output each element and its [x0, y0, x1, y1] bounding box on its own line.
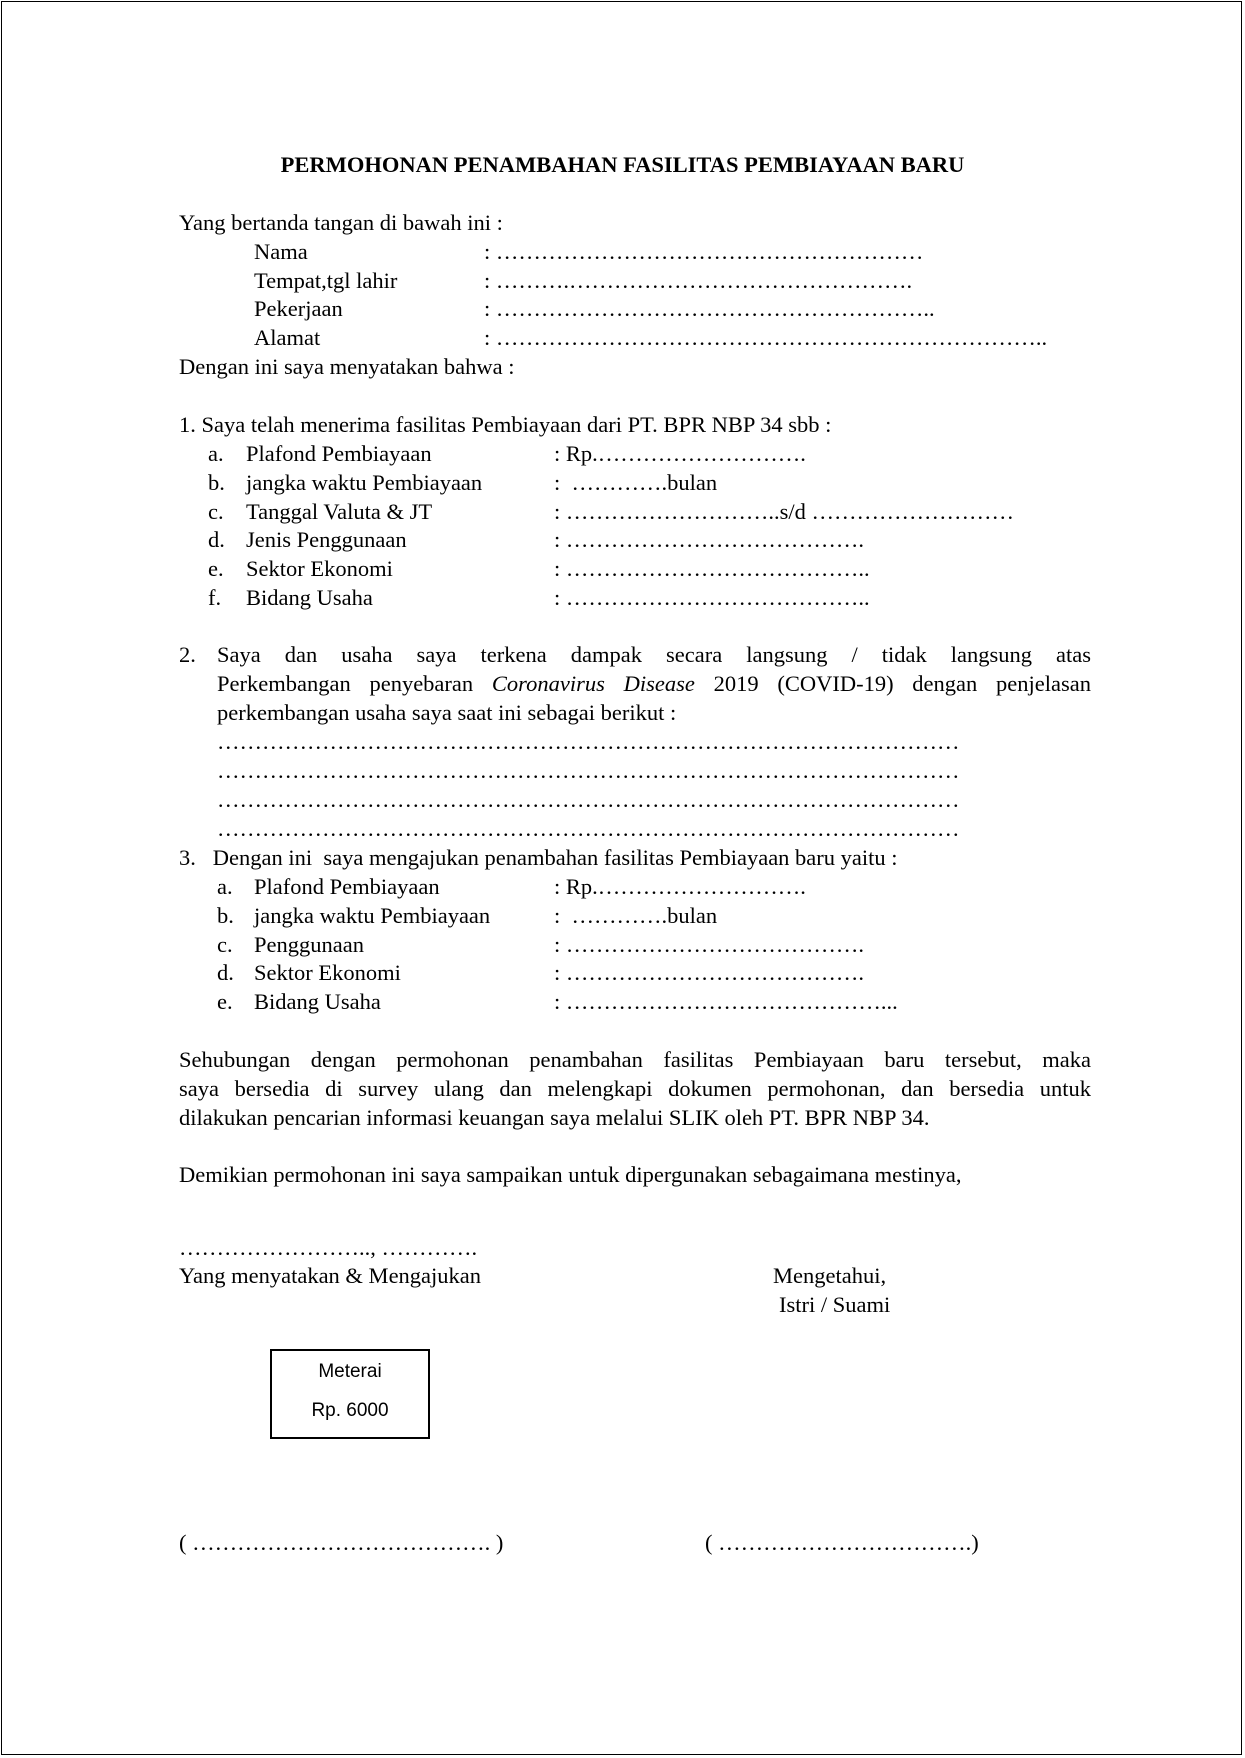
- identity-label-pekerjaan: Pekerjaan: [254, 296, 343, 321]
- identity-label-ttl: Tempat,tgl lahir: [254, 268, 398, 293]
- section1-value-e: : …………………………………..: [554, 556, 870, 581]
- signer-label: Yang menyatakan & Mengajukan: [179, 1263, 482, 1288]
- section3-label-a: Plafond Pembiayaan: [254, 874, 440, 899]
- section3-label-c: Penggunaan: [254, 932, 364, 957]
- section1-label-b: jangka waktu Pembiayaan: [246, 470, 483, 495]
- section3-heading: 3. Dengan ini saya mengajukan penambahan fasilitas Pembiayaan baru yaitu :: [179, 845, 898, 870]
- section3-value-a: : Rp.……………………….: [554, 874, 806, 899]
- section1-value-b: : ………….bulan: [554, 470, 718, 495]
- section2-dot-line-2: ………………………………………………………………………………………: [217, 758, 960, 783]
- section3-label-d: Sektor Ekonomi: [254, 960, 401, 985]
- identity-value-pekerjaan: : …………………………………………………..: [484, 296, 935, 321]
- identity-label-alamat: Alamat: [254, 325, 321, 350]
- section1-label-c: Tanggal Valuta & JT: [246, 499, 433, 524]
- closing-para-line2: saya bersedia di survey ulang dan melengkapi dokumen permohonan, dan bersedia untuk: [179, 1076, 1091, 1101]
- section2-number: 2.: [179, 642, 196, 667]
- identity-value-ttl: : ……….……………………………………….: [484, 268, 913, 293]
- section1-heading: 1. Saya telah menerima fasilitas Pembiayaan dari PT. BPR NBP 34 sbb :: [179, 412, 832, 437]
- section1-marker-f: f.: [208, 585, 222, 610]
- identity-value-alamat: : ………………………………………………………………..: [484, 325, 1048, 350]
- section1-marker-d: d.: [208, 527, 225, 552]
- section1-value-f: : …………………………………..: [554, 585, 870, 610]
- section3-label-e: Bidang Usaha: [254, 989, 381, 1014]
- section2-line2: [217, 669, 1091, 698]
- section3-marker-e: e.: [217, 989, 233, 1014]
- stamp-amount: Rp. 6000: [311, 1400, 389, 1421]
- document-title: PERMOHONAN PENAMBAHAN FASILITAS PEMBIAYAAN BARU: [280, 152, 965, 177]
- section3-marker-b: b.: [217, 903, 234, 928]
- stamp-label: Meterai: [318, 1361, 382, 1382]
- closing-para-line1: Sehubungan dengan permohonan penambahan fasilitas Pembiayaan baru tersebut, maka: [179, 1047, 1091, 1072]
- identity-value-nama: : …………………………………………………: [484, 239, 924, 264]
- section1-value-d: : ………………………………….: [554, 527, 865, 552]
- witness-label: Mengetahui,: [773, 1263, 887, 1288]
- intro-text: Yang bertanda tangan di bawah ini :: [179, 210, 503, 235]
- witness-role: Istri / Suami: [779, 1292, 891, 1317]
- section3-value-e: : ……………………………………...: [554, 989, 898, 1014]
- section1-value-a: : Rp.……………………….: [554, 441, 806, 466]
- section2-line2-italic: Coronavirus Disease: [491, 671, 695, 696]
- section3-label-b: jangka waktu Pembiayaan: [254, 903, 491, 928]
- section1-label-f: Bidang Usaha: [246, 585, 373, 610]
- section2-dot-line-4: ………………………………………………………………………………………: [217, 816, 960, 841]
- witness-name-line: ( …………………………….): [705, 1530, 979, 1555]
- section2-line2-post: 2019 (COVID-19) dengan penjelasan: [694, 671, 1091, 696]
- section3-marker-d: d.: [217, 960, 234, 985]
- section2-dot-line-3: ………………………………………………………………………………………: [217, 787, 960, 812]
- section2-line1: Saya dan usaha saya terkena dampak secara langsung / tidak langsung atas: [217, 642, 1091, 667]
- statement-text: Dengan ini saya menyatakan bahwa :: [179, 354, 515, 379]
- section1-value-c: : ………………………..s/d ………………………: [554, 499, 1015, 524]
- meterai-stamp-box: [270, 1349, 430, 1439]
- identity-label-nama: Nama: [254, 239, 308, 264]
- section3-value-c: : ………………………………….: [554, 932, 865, 957]
- place-date: …………………….., ………….: [179, 1235, 478, 1260]
- section1-marker-a: a.: [208, 441, 224, 466]
- section1-marker-b: b.: [208, 470, 225, 495]
- section2-line2-pre: Perkembangan penyebaran: [217, 671, 492, 696]
- signer-name-line: ( …………………………………. ): [179, 1530, 504, 1555]
- section3-value-d: : ………………………………….: [554, 960, 865, 985]
- section1-label-e: Sektor Ekonomi: [246, 556, 393, 581]
- section3-marker-c: c.: [217, 932, 233, 957]
- section1-marker-e: e.: [208, 556, 224, 581]
- section1-marker-c: c.: [208, 499, 224, 524]
- section2-dot-line-1: ………………………………………………………………………………………: [217, 729, 960, 754]
- section3-marker-a: a.: [217, 874, 233, 899]
- closing-final: Demikian permohonan ini saya sampaikan untuk dipergunakan sebagaimana mestinya,: [179, 1162, 962, 1187]
- section2-line3: perkembangan usaha saya saat ini sebagai berikut :: [217, 700, 677, 725]
- section1-label-d: Jenis Penggunaan: [246, 527, 407, 552]
- closing-para-line3: dilakukan pencarian informasi keuangan saya melalui SLIK oleh PT. BPR NBP 34.: [179, 1105, 930, 1130]
- section3-value-b: : ………….bulan: [554, 903, 718, 928]
- section1-label-a: Plafond Pembiayaan: [246, 441, 432, 466]
